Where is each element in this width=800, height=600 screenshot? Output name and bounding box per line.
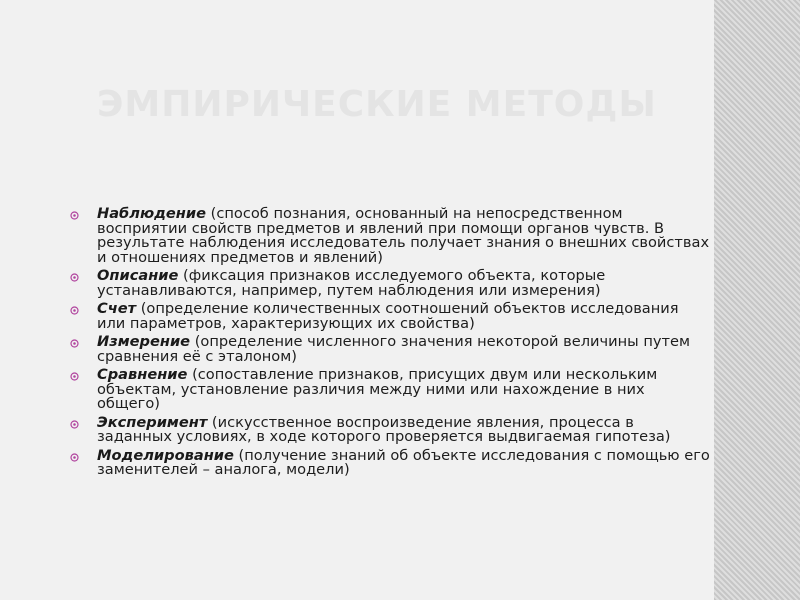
list-item-observation	[70, 207, 710, 265]
item-description: (искусственное воспроизведение явления, процесса в заданных условиях, в ходе которого проверяется выдвигаемая гипотеза)	[97, 413, 671, 445]
circle-bullet-icon	[70, 273, 79, 282]
item-term: Наблюдение	[97, 205, 207, 222]
item-term: Описание	[97, 267, 179, 284]
item-term: Сравнение	[97, 366, 188, 383]
circle-bullet-icon	[70, 453, 79, 462]
slide-title: ЭМПИРИЧЕСКИЕ МЕТОДЫ	[97, 84, 657, 125]
circle-bullet-icon	[70, 372, 79, 381]
item-description: (определение численного значения некоторой величины путем сравнения её с эталоном)	[97, 333, 690, 365]
methods-list	[70, 207, 710, 482]
list-item-measurement	[70, 335, 710, 364]
item-description: (получение знаний об объекте исследования с помощью его заменителей – аналога, модели)	[97, 446, 710, 478]
list-item-experiment	[70, 413, 710, 445]
item-description: (определение количественных соотношений объектов исследования или параметров, характеризующих их свойства)	[97, 300, 679, 332]
list-item-description	[70, 269, 710, 298]
decorative-side-band	[714, 0, 800, 600]
circle-bullet-icon	[70, 211, 79, 220]
item-description: (фиксация признаков исследуемого объекта, которые устанавливаются, например, путем наблюдения или измерения)	[97, 267, 606, 299]
list-item-comparison	[70, 368, 710, 412]
item-term: Моделирование	[97, 446, 234, 464]
item-description: (сопоставление признаков, присущих двум или нескольким объектам, установление различия между ними или нахождение в них общего)	[97, 366, 658, 412]
item-term: Измерение	[97, 333, 191, 350]
item-description: (способ познания, основанный на непосредственном восприятии свойств предметов и явлений при помощи органов чувств. В результате наблюдения исследователь получает знания о внешних свойствах и отношениях предметов и явлений)	[97, 205, 710, 266]
item-term: Счет	[97, 300, 137, 317]
circle-bullet-icon	[70, 420, 79, 429]
list-item-modeling	[70, 446, 710, 478]
item-term: Эксперимент	[97, 413, 208, 431]
circle-bullet-icon	[70, 306, 79, 315]
list-item-counting	[70, 302, 710, 331]
circle-bullet-icon	[70, 339, 79, 348]
